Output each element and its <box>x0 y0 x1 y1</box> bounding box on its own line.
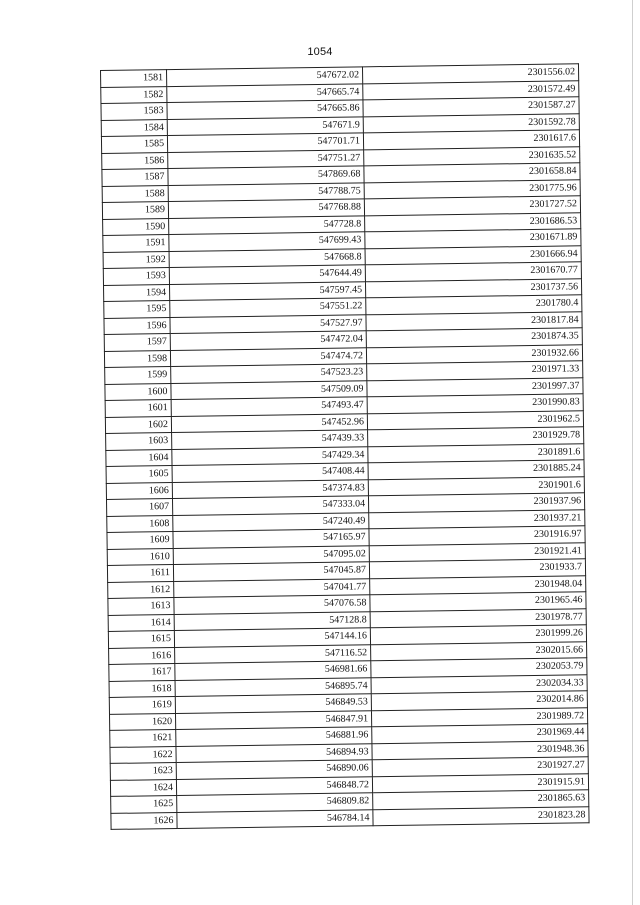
y-coordinate-cell: 2301780.4 <box>366 295 582 315</box>
point-number-cell: 1607 <box>106 499 172 516</box>
x-coordinate-cell: 547665.86 <box>167 100 363 119</box>
y-coordinate-cell: 2301927.27 <box>372 757 588 777</box>
x-coordinate-cell: 547788.75 <box>168 182 364 201</box>
point-number-cell: 1593 <box>103 268 169 285</box>
y-coordinate-cell: 2301971.33 <box>367 361 583 381</box>
x-coordinate-cell: 547597.45 <box>169 281 365 300</box>
point-number-cell: 1610 <box>107 548 173 565</box>
point-number-cell: 1621 <box>110 730 176 747</box>
coordinates-table-container <box>100 63 589 846</box>
y-coordinate-cell: 2301817.84 <box>366 311 582 331</box>
y-coordinate-cell: 2301658.84 <box>364 163 580 183</box>
y-coordinate-cell: 2301775.96 <box>364 179 580 199</box>
y-coordinate-cell: 2301686.53 <box>365 212 581 232</box>
y-coordinate-cell: 2301965.46 <box>370 592 586 612</box>
point-number-cell: 1612 <box>108 581 174 598</box>
x-coordinate-cell: 547551.22 <box>170 298 366 317</box>
point-number-cell: 1597 <box>104 334 170 351</box>
x-coordinate-cell: 547527.97 <box>170 314 366 333</box>
point-number-cell: 1608 <box>107 515 173 532</box>
point-number-cell: 1584 <box>101 119 167 136</box>
point-number-cell: 1594 <box>104 284 170 301</box>
y-coordinate-cell: 2301948.36 <box>372 740 588 760</box>
x-coordinate-cell: 546894.93 <box>176 743 372 762</box>
point-number-cell: 1615 <box>108 631 174 648</box>
x-coordinate-cell: 546848.72 <box>176 776 372 795</box>
y-coordinate-cell: 2301989.72 <box>371 707 587 727</box>
y-coordinate-cell: 2301999.26 <box>370 625 586 645</box>
x-coordinate-cell: 546784.14 <box>177 809 373 828</box>
x-coordinate-cell: 547374.83 <box>172 479 368 498</box>
y-coordinate-cell: 2302053.79 <box>371 658 587 678</box>
point-number-cell: 1586 <box>102 152 168 169</box>
x-coordinate-cell: 547728.8 <box>169 215 365 234</box>
coordinates-table-body <box>101 64 590 830</box>
y-coordinate-cell: 2302015.66 <box>371 641 587 661</box>
point-number-cell: 1600 <box>105 383 171 400</box>
point-number-cell: 1611 <box>107 565 173 582</box>
point-number-cell: 1603 <box>106 433 172 450</box>
point-number-cell: 1582 <box>101 86 167 103</box>
y-coordinate-cell: 2301666.94 <box>365 245 581 265</box>
x-coordinate-cell: 547240.49 <box>173 512 369 531</box>
point-number-cell: 1616 <box>109 647 175 664</box>
point-number-cell: 1599 <box>105 367 171 384</box>
x-coordinate-cell: 547672.02 <box>167 67 363 86</box>
x-coordinate-cell: 547671.9 <box>167 116 363 135</box>
y-coordinate-cell: 2301990.83 <box>367 394 583 414</box>
y-coordinate-cell: 2301948.04 <box>370 575 586 595</box>
y-coordinate-cell: 2301916.97 <box>369 526 585 546</box>
point-number-cell: 1618 <box>109 680 175 697</box>
y-coordinate-cell: 2301969.44 <box>372 724 588 744</box>
x-coordinate-cell: 546847.91 <box>175 710 371 729</box>
x-coordinate-cell: 547116.52 <box>175 644 371 663</box>
y-coordinate-cell: 2301915.91 <box>372 773 588 793</box>
point-number-cell: 1625 <box>111 796 177 813</box>
y-coordinate-cell: 2302034.33 <box>371 674 587 694</box>
x-coordinate-cell: 547751.27 <box>168 149 364 168</box>
point-number-cell: 1595 <box>104 301 170 318</box>
x-coordinate-cell: 546849.53 <box>175 694 371 713</box>
x-coordinate-cell: 546809.82 <box>177 793 373 812</box>
x-coordinate-cell: 547493.47 <box>171 397 367 416</box>
point-number-cell: 1581 <box>101 70 167 87</box>
x-coordinate-cell: 547472.04 <box>170 331 366 350</box>
point-number-cell: 1624 <box>110 779 176 796</box>
point-number-cell: 1620 <box>109 713 175 730</box>
point-number-cell: 1613 <box>108 598 174 615</box>
point-number-cell: 1585 <box>101 136 167 153</box>
y-coordinate-cell: 2301978.77 <box>370 608 586 628</box>
x-coordinate-cell: 547076.58 <box>174 595 370 614</box>
x-coordinate-cell: 547095.02 <box>173 545 369 564</box>
y-coordinate-cell: 2301937.21 <box>369 509 585 529</box>
x-coordinate-cell: 547523.23 <box>171 364 367 383</box>
point-number-cell: 1591 <box>103 235 169 252</box>
x-coordinate-cell: 547644.49 <box>169 265 365 284</box>
x-coordinate-cell: 547144.16 <box>174 628 370 647</box>
y-coordinate-cell: 2301932.66 <box>366 344 582 364</box>
y-coordinate-cell: 2301556.02 <box>362 64 578 84</box>
y-coordinate-cell: 2301823.28 <box>373 806 589 826</box>
y-coordinate-cell: 2301865.63 <box>373 790 589 810</box>
y-coordinate-cell: 2301617.6 <box>363 130 579 150</box>
x-coordinate-cell: 547333.04 <box>172 496 368 515</box>
x-coordinate-cell: 547439.33 <box>172 430 368 449</box>
point-number-cell: 1588 <box>102 185 168 202</box>
x-coordinate-cell: 547869.68 <box>168 166 364 185</box>
x-coordinate-cell: 546881.96 <box>176 727 372 746</box>
point-number-cell: 1619 <box>109 697 175 714</box>
y-coordinate-cell: 2301737.56 <box>365 278 581 298</box>
x-coordinate-cell: 547509.09 <box>171 380 367 399</box>
point-number-cell: 1609 <box>107 532 173 549</box>
y-coordinate-cell: 2301901.6 <box>368 476 584 496</box>
y-coordinate-cell: 2301962.5 <box>367 410 583 430</box>
y-coordinate-cell: 2301933.7 <box>369 559 585 579</box>
y-coordinate-cell: 2301874.35 <box>366 328 582 348</box>
point-number-cell: 1598 <box>104 350 170 367</box>
point-number-cell: 1617 <box>109 664 175 681</box>
y-coordinate-cell: 2301592.78 <box>363 113 579 133</box>
x-coordinate-cell: 547041.77 <box>174 578 370 597</box>
y-coordinate-cell: 2301572.49 <box>363 80 579 100</box>
x-coordinate-cell: 547474.72 <box>170 347 366 366</box>
coordinates-table <box>100 63 590 830</box>
point-number-cell: 1622 <box>110 746 176 763</box>
x-coordinate-cell: 547408.44 <box>172 463 368 482</box>
x-coordinate-cell: 547668.8 <box>169 248 365 267</box>
x-coordinate-cell: 546895.74 <box>175 677 371 696</box>
point-number-cell: 1604 <box>106 449 172 466</box>
point-number-cell: 1602 <box>105 416 171 433</box>
point-number-cell: 1623 <box>110 763 176 780</box>
y-coordinate-cell: 2301635.52 <box>364 146 580 166</box>
y-coordinate-cell: 2301929.78 <box>368 427 584 447</box>
y-coordinate-cell: 2301891.6 <box>368 443 584 463</box>
point-number-cell: 1592 <box>103 251 169 268</box>
x-coordinate-cell: 547701.71 <box>167 133 363 152</box>
point-number-cell: 1589 <box>102 202 168 219</box>
x-coordinate-cell: 547665.74 <box>167 83 363 102</box>
x-coordinate-cell: 546890.06 <box>176 760 372 779</box>
y-coordinate-cell: 2301587.27 <box>363 97 579 117</box>
x-coordinate-cell: 547768.88 <box>168 199 364 218</box>
scan-edge-line <box>632 0 633 905</box>
x-coordinate-cell: 547429.34 <box>172 446 368 465</box>
x-coordinate-cell: 547128.8 <box>174 611 370 630</box>
x-coordinate-cell: 546981.66 <box>175 661 371 680</box>
point-number-cell: 1605 <box>106 466 172 483</box>
x-coordinate-cell: 547045.87 <box>173 562 369 581</box>
y-coordinate-cell: 2302014.86 <box>371 691 587 711</box>
x-coordinate-cell: 547165.97 <box>173 529 369 548</box>
point-number-cell: 1583 <box>101 103 167 120</box>
y-coordinate-cell: 2301997.37 <box>367 377 583 397</box>
point-number-cell: 1596 <box>104 317 170 334</box>
point-number-cell: 1614 <box>108 614 174 631</box>
point-number-cell: 1590 <box>103 218 169 235</box>
point-number-cell: 1606 <box>106 482 172 499</box>
point-number-cell: 1587 <box>102 169 168 186</box>
y-coordinate-cell: 2301885.24 <box>368 460 584 480</box>
y-coordinate-cell: 2301671.89 <box>365 229 581 249</box>
page-number: 1054 <box>307 46 333 58</box>
point-number-cell: 1626 <box>111 812 177 829</box>
point-number-cell: 1601 <box>105 400 171 417</box>
y-coordinate-cell: 2301727.52 <box>364 196 580 216</box>
x-coordinate-cell: 547452.96 <box>171 413 367 432</box>
y-coordinate-cell: 2301670.77 <box>365 262 581 282</box>
x-coordinate-cell: 547699.43 <box>169 232 365 251</box>
y-coordinate-cell: 2301921.41 <box>369 542 585 562</box>
y-coordinate-cell: 2301937.96 <box>368 493 584 513</box>
